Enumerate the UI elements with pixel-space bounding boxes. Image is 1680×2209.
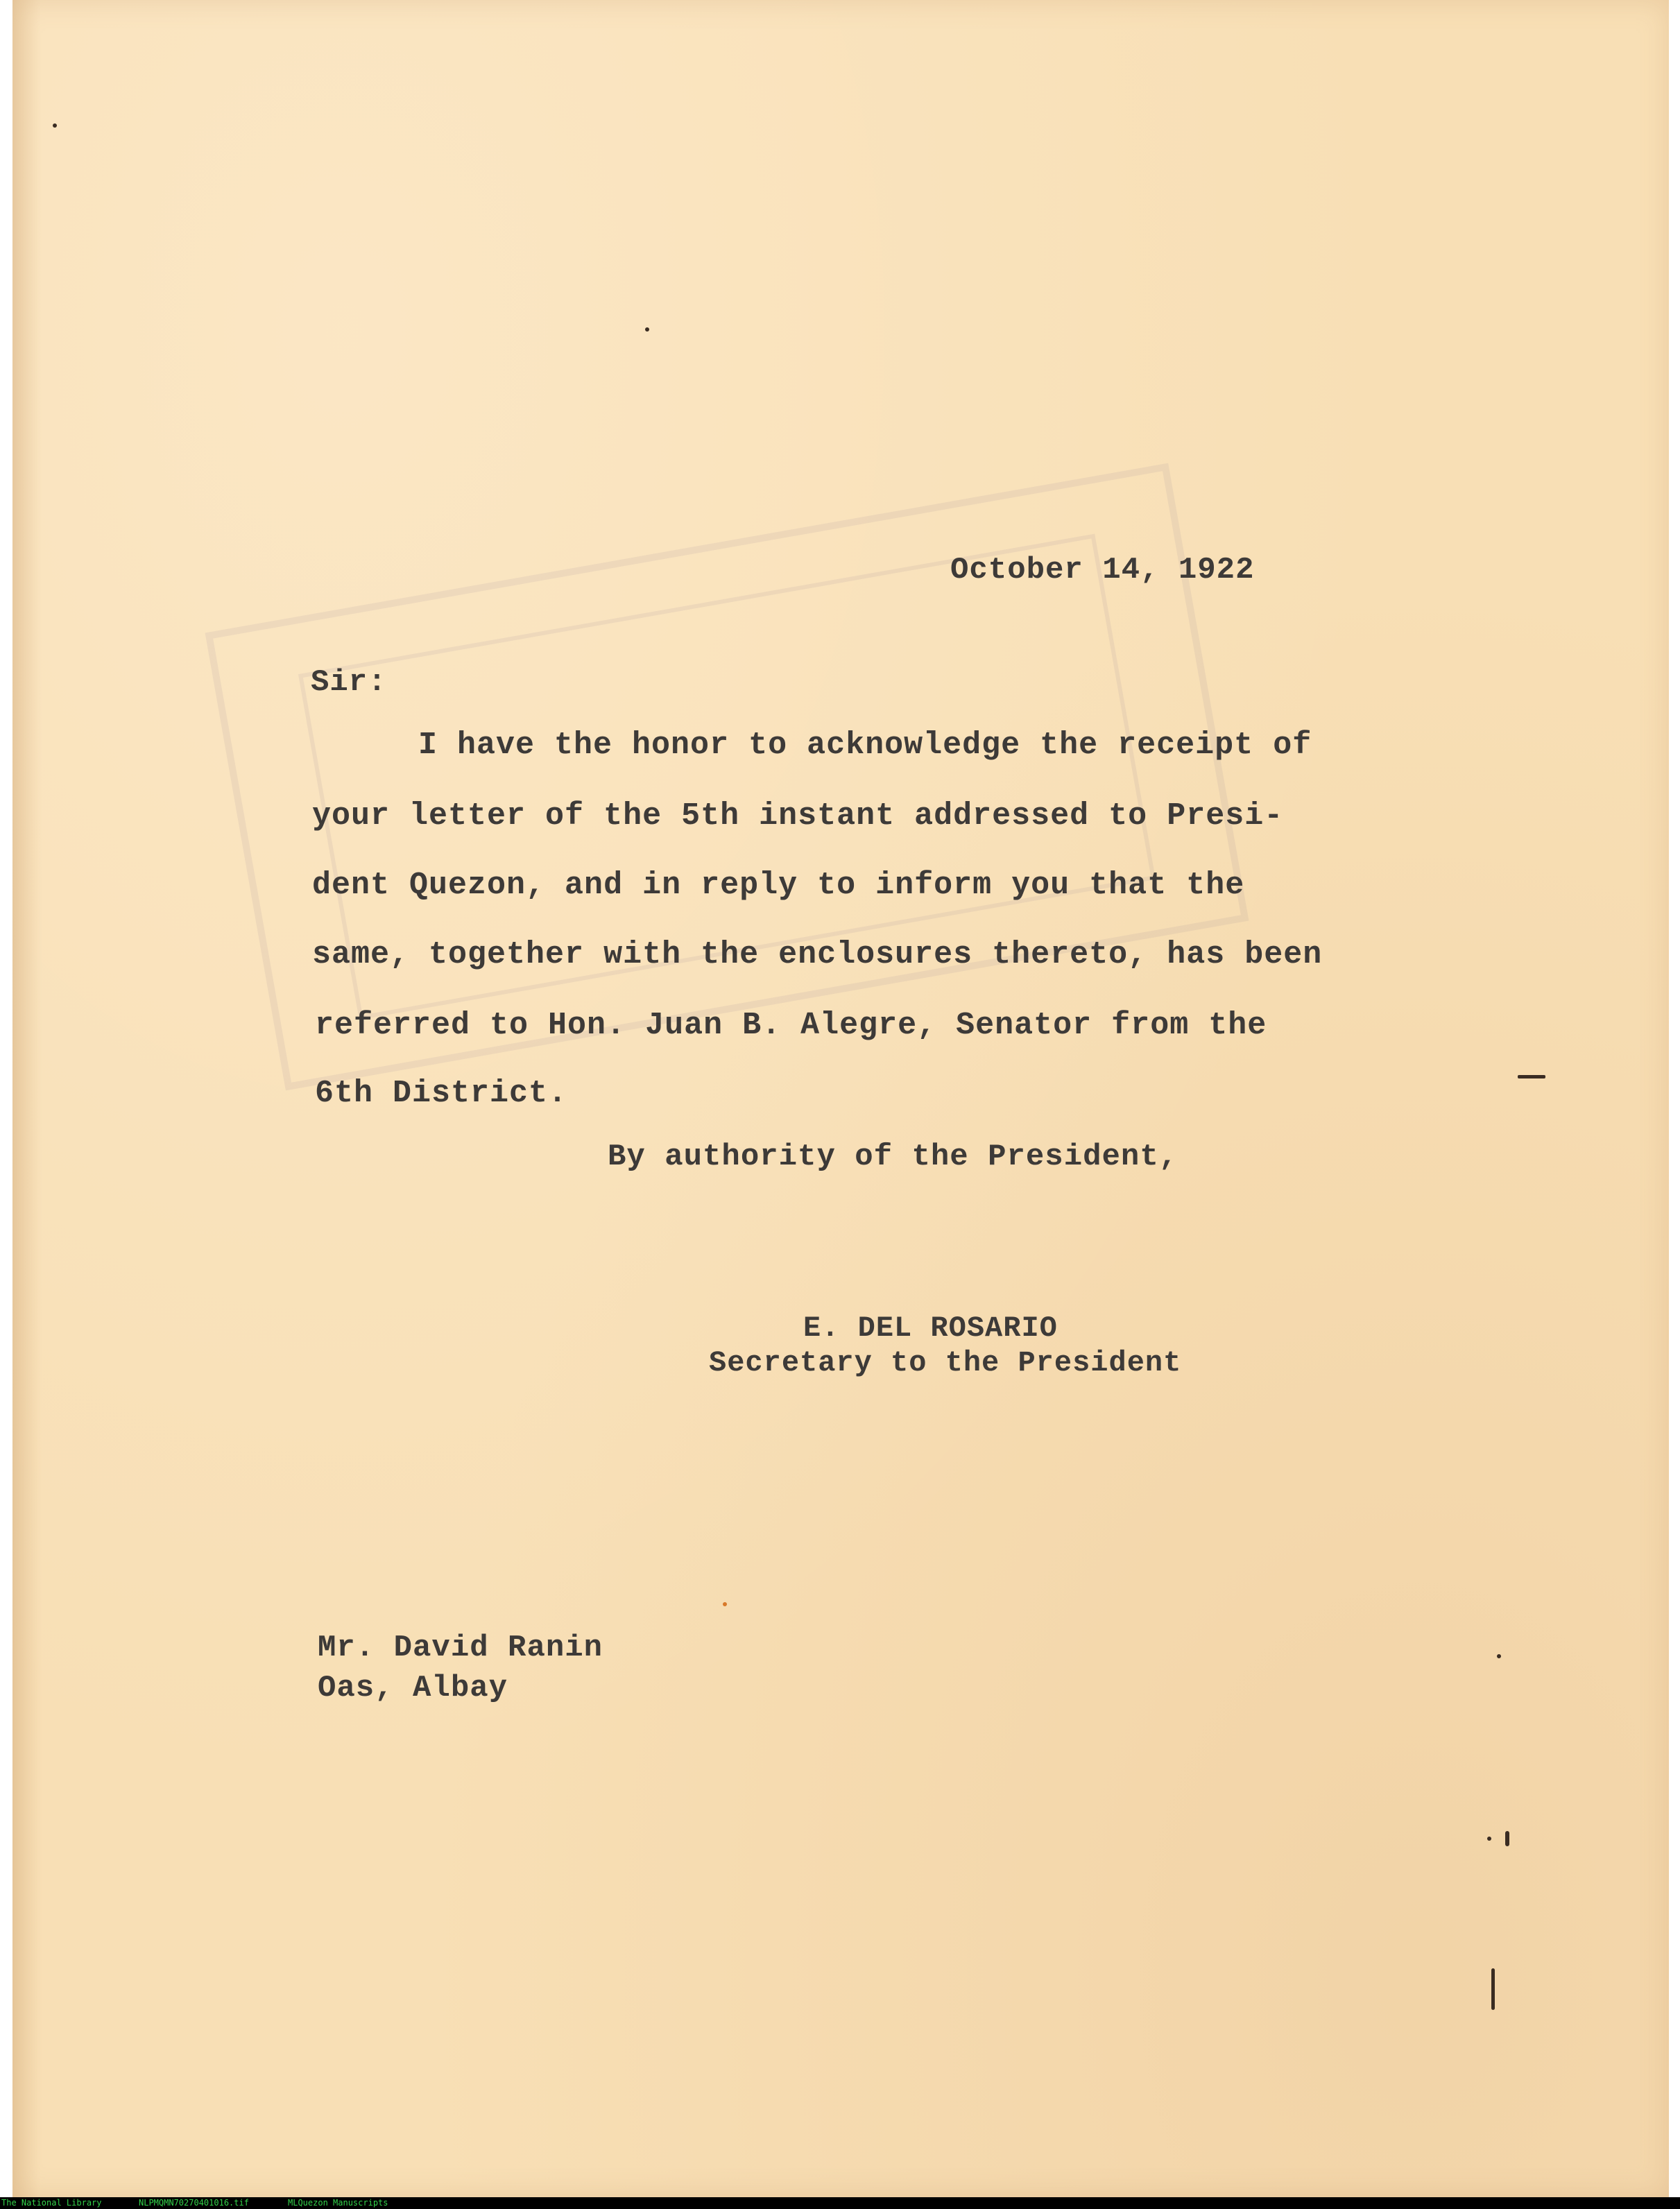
- body-line: 6th District.: [315, 1076, 568, 1111]
- signatory-title: Secretary to the President: [709, 1346, 1182, 1379]
- paper-speck: [723, 1602, 727, 1606]
- recipient-name: Mr. David Ranin: [318, 1631, 603, 1665]
- paper-speck: [645, 327, 649, 332]
- body-line: dent Quezon, and in reply to inform you that the: [312, 868, 1245, 903]
- footer-collection: MLQuezon Manuscripts: [288, 2198, 388, 2208]
- footer-library: The National Library: [1, 2198, 102, 2208]
- paper-speck: [53, 123, 57, 128]
- footer-file-id: NLPMQMN70270401016.tif: [139, 2198, 249, 2208]
- letter-date: October 14, 1922: [950, 553, 1255, 587]
- bleed-through-stamp: [58, 361, 1396, 1193]
- salutation: Sir:: [311, 665, 387, 700]
- body-line: referred to Hon. Juan B. Alegre, Senator from the: [315, 1008, 1267, 1043]
- paper-speck: [1505, 1831, 1509, 1846]
- body-line: same, together with the enclosures thereto, has been: [312, 937, 1323, 972]
- archive-footer-bar: [0, 2197, 1680, 2209]
- paper-speck: [1497, 1654, 1501, 1658]
- paper-speck: [1491, 1968, 1495, 2010]
- paper-edge-shading: [12, 0, 40, 2197]
- letter-page: [12, 0, 1669, 2197]
- recipient-place: Oas, Albay: [318, 1671, 508, 1705]
- paper-speck: [1487, 1837, 1491, 1841]
- body-line: your letter of the 5th instant addressed to Presi-: [312, 798, 1284, 834]
- paper-speck: [1518, 1075, 1545, 1078]
- body-line: I have the honor to acknowledge the receipt of: [418, 728, 1312, 763]
- closing-line: By authority of the President,: [608, 1140, 1178, 1174]
- signatory-name: E. DEL ROSARIO: [803, 1312, 1058, 1345]
